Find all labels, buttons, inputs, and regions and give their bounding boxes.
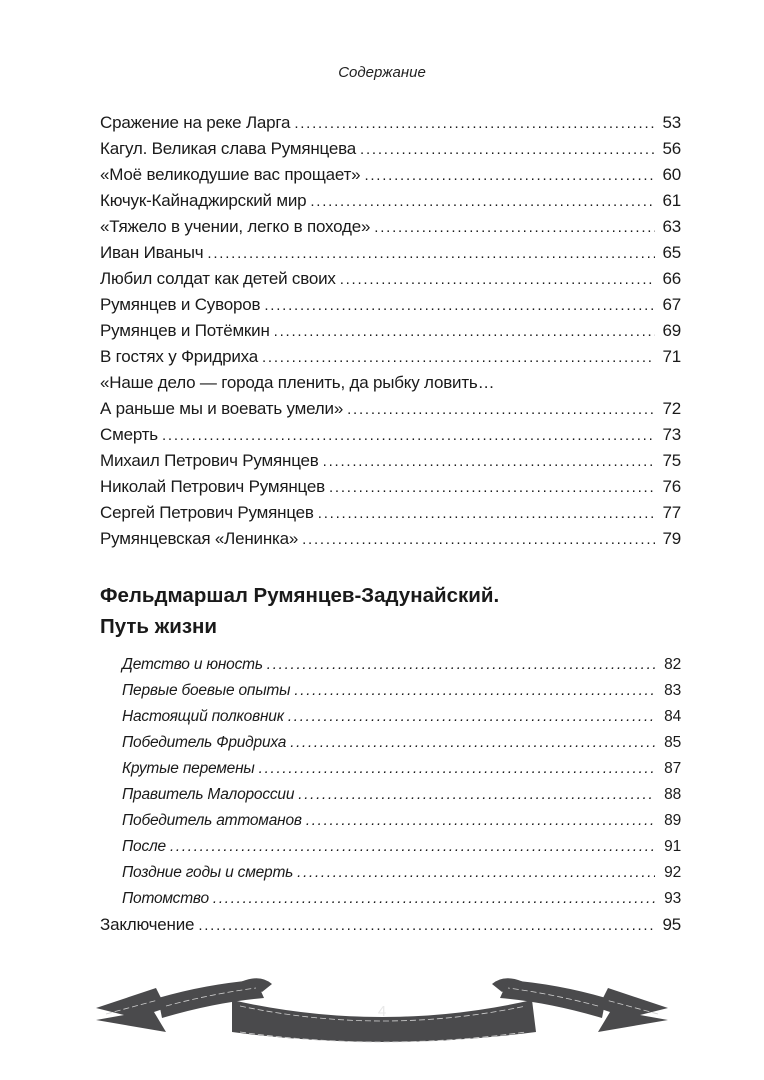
toc-entry[interactable]: [100, 188, 681, 214]
toc-entry-page: 92: [664, 864, 681, 881]
toc-entry-title: Заключение: [100, 915, 195, 934]
toc-entry-title: Настоящий полковник: [122, 708, 284, 725]
toc-entry-page: 73: [662, 425, 681, 444]
toc-entry-title: Потомство: [122, 890, 209, 907]
toc-entry[interactable]: [100, 318, 681, 344]
toc-entry-page: 95: [662, 915, 681, 934]
toc-entry-page: 93: [664, 890, 681, 907]
dot-leader: [297, 860, 655, 886]
dot-leader: [259, 756, 655, 782]
toc-entry-title: Сражение на реке Ларга: [100, 113, 291, 132]
dot-leader: [162, 422, 655, 448]
toc-subentry[interactable]: [100, 730, 681, 756]
section-heading-line-2: Путь жизни: [100, 615, 218, 638]
toc-entry-page: 83: [664, 682, 681, 699]
dot-leader: [329, 474, 655, 500]
toc-entry[interactable]: [100, 136, 681, 162]
toc-entry-page: 60: [662, 165, 681, 184]
toc-subentry[interactable]: [100, 808, 681, 834]
toc-entry-page: 61: [662, 191, 681, 210]
toc-entry-title: Сергей Петрович Румянцев: [100, 503, 314, 522]
toc-entry-title: После: [122, 838, 166, 855]
toc-entry[interactable]: [100, 448, 681, 474]
toc-subentry[interactable]: [100, 678, 681, 704]
dot-leader: [262, 344, 655, 370]
dot-leader: [310, 188, 655, 214]
toc-subentry[interactable]: [100, 834, 681, 860]
toc-entry-page: 89: [664, 812, 681, 829]
toc-entry-title: «Тяжело в учении, легко в походе»: [100, 217, 371, 236]
toc-entry-page: 71: [662, 347, 681, 366]
dot-leader: [364, 162, 655, 188]
dot-leader: [213, 886, 655, 912]
toc-entry-page: 82: [664, 656, 681, 673]
toc-entry-title: Победитель аттоманов: [122, 812, 302, 829]
toc-entry[interactable]: [100, 422, 681, 448]
toc-subentry[interactable]: [100, 886, 681, 912]
toc-entry[interactable]: [100, 344, 681, 370]
dot-leader: [207, 240, 655, 266]
toc-entry-page: 63: [662, 217, 681, 236]
dot-leader: [318, 500, 655, 526]
dot-leader: [340, 266, 655, 292]
toc-entry-page: 76: [662, 477, 681, 496]
toc-entry-title: Правитель Малороссии: [122, 786, 295, 803]
toc-entry-title: Румянцев и Потёмкин: [100, 321, 270, 340]
toc-entry-title: «Наше дело — города пленить, да рыбку ловить…: [100, 373, 495, 392]
toc-entry[interactable]: [100, 110, 681, 136]
toc-entry-page: 56: [662, 139, 681, 158]
dot-leader: [290, 730, 655, 756]
toc-entry-title: Любил солдат как детей своих: [100, 269, 336, 288]
toc-entry-page: 67: [662, 295, 681, 314]
toc-entry-title: Николай Петрович Румянцев: [100, 477, 325, 496]
toc-subentry[interactable]: [100, 704, 681, 730]
toc-entry-title: Смерть: [100, 425, 158, 444]
dot-leader: [302, 526, 655, 552]
toc-entry[interactable]: [100, 474, 681, 500]
toc-entry-title: Победитель Фридриха: [122, 734, 287, 751]
dot-leader: [288, 704, 655, 730]
dot-leader: [198, 912, 655, 938]
dot-leader: [323, 448, 655, 474]
toc-entry-title: Кючук-Кайнаджирский мир: [100, 191, 307, 210]
toc-entry-title: А раньше мы и воевать умели»: [100, 399, 344, 418]
dot-leader: [294, 678, 655, 704]
toc-entry-page: 79: [662, 529, 681, 548]
toc-entry[interactable]: [100, 240, 681, 266]
spacer: [100, 552, 681, 580]
page-number: 4: [377, 1003, 387, 1020]
toc-entry-title: Иван Иваныч: [100, 243, 204, 262]
toc-subentry[interactable]: [100, 782, 681, 808]
toc-entry-title: Крутые перемены: [122, 760, 255, 777]
toc-entry[interactable]: [100, 526, 681, 552]
toc-entry-page: 85: [664, 734, 681, 751]
toc-entry-page: 53: [662, 113, 681, 132]
toc-entry-title: Первые боевые опыты: [122, 682, 291, 699]
toc-subentry[interactable]: [100, 756, 681, 782]
toc-subentry[interactable]: [100, 860, 681, 886]
dot-leader: [306, 808, 655, 834]
toc-entry-page: 84: [664, 708, 681, 725]
dot-leader: [264, 292, 655, 318]
toc-subentry[interactable]: [100, 652, 681, 678]
dot-leader: [267, 652, 655, 678]
toc-entry-title: В гостях у Фридриха: [100, 347, 258, 366]
toc-entry-title: Детство и юность: [122, 656, 263, 673]
toc-entry-page: 66: [662, 269, 681, 288]
toc-entry-page: 65: [662, 243, 681, 262]
toc-entry-title: Кагул. Великая слава Румянцева: [100, 139, 357, 158]
toc-entry-title: Михаил Петрович Румянцев: [100, 451, 319, 470]
toc-entry[interactable]: [100, 396, 681, 422]
toc-entry[interactable]: [100, 500, 681, 526]
toc-entry[interactable]: [100, 214, 681, 240]
toc-entry-title: Поздние годы и смерть: [122, 864, 294, 881]
toc-entry-title: Румянцев и Суворов: [100, 295, 261, 314]
section-heading: [100, 580, 681, 642]
dot-leader: [360, 136, 655, 162]
table-of-contents: [100, 110, 681, 938]
dot-leader: [274, 318, 655, 344]
toc-entry-conclusion[interactable]: [100, 912, 681, 938]
toc-entry[interactable]: [100, 162, 681, 188]
toc-entry[interactable]: [100, 292, 681, 318]
dot-leader: [347, 396, 655, 422]
toc-entry-page: 87: [664, 760, 681, 777]
dot-leader: [374, 214, 655, 240]
toc-entry-page: 91: [664, 838, 681, 855]
running-head: Содержание: [338, 64, 426, 81]
toc-entry-page: 69: [662, 321, 681, 340]
toc-entry-page: 75: [662, 451, 681, 470]
toc-entry-title: «Моё великодушие вас прощает»: [100, 165, 361, 184]
toc-entry[interactable]: [100, 266, 681, 292]
dot-leader: [298, 782, 655, 808]
section-heading-line-1: Фельдмаршал Румянцев-Задунайский.: [100, 584, 500, 607]
toc-entry-page: 88: [664, 786, 681, 803]
toc-entry-continued[interactable]: [100, 370, 681, 396]
dot-leader: [294, 110, 655, 136]
dot-leader: [170, 834, 655, 860]
toc-entry-page: 72: [662, 399, 681, 418]
toc-entry-page: 77: [662, 503, 681, 522]
toc-entry-title: Румянцевская «Ленинка»: [100, 529, 299, 548]
